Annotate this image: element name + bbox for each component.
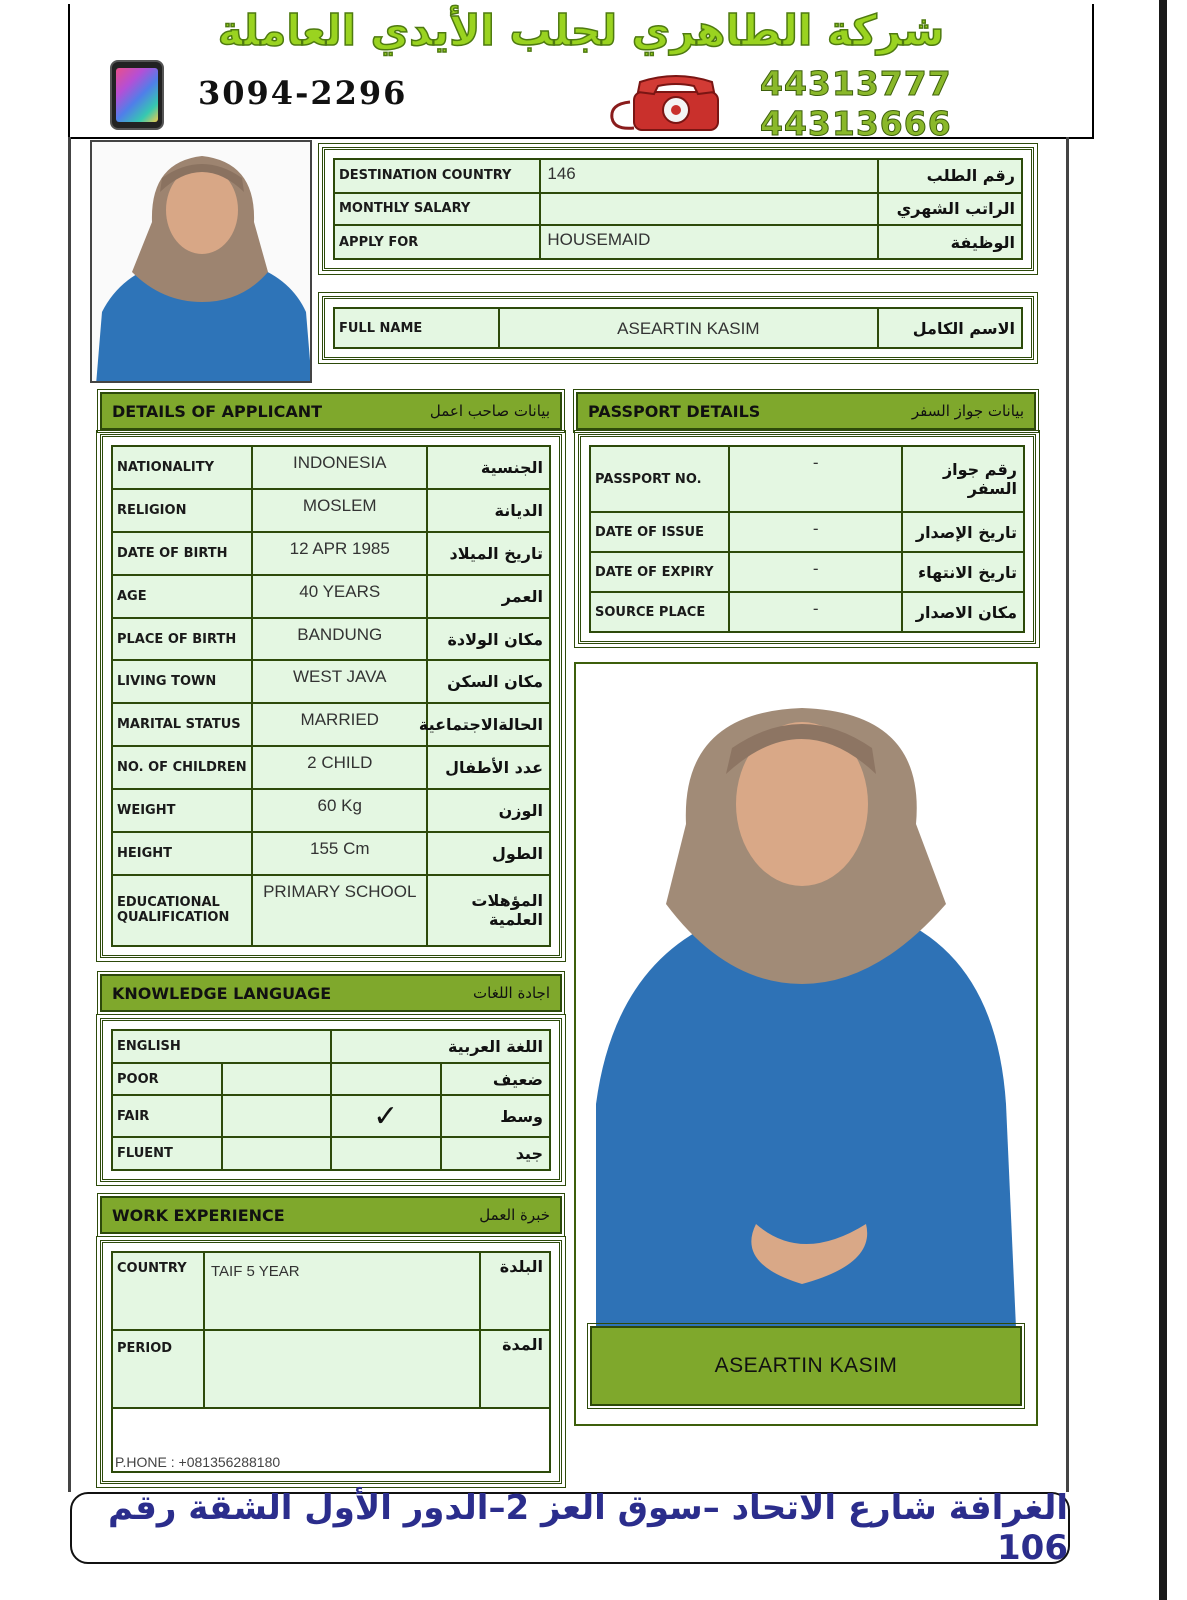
applicant-label: RELIGION <box>112 489 252 532</box>
fullname-value: ASEARTIN KASIM <box>499 308 877 348</box>
applicant-value: 60 Kg <box>252 789 427 832</box>
applicant-value: 12 APR 1985 <box>252 532 427 575</box>
applicant-photo-small <box>90 140 312 383</box>
applicant-row <box>112 532 550 575</box>
passport-label: DATE OF ISSUE <box>590 512 729 552</box>
passport-row <box>590 446 1024 512</box>
applicant-ar: مكان السكن <box>427 660 550 703</box>
passport-value: - <box>729 512 903 552</box>
language-english-mark <box>222 1095 332 1137</box>
applicant-row <box>112 832 550 875</box>
language-level-label: FLUENT <box>112 1137 222 1170</box>
applicant-ar: العمر <box>427 575 550 618</box>
applicant-value: PRIMARY SCHOOL <box>252 875 427 946</box>
applicant-ar: مكان الولادة <box>427 618 550 661</box>
work-heading-en: WORK EXPERIENCE <box>112 1205 285 1225</box>
language-english-mark <box>222 1137 332 1170</box>
language-level-row <box>112 1063 550 1096</box>
language-heading-en: KNOWLEDGE LANGUAGE <box>112 983 332 1003</box>
work-country-ar: البلدة <box>480 1252 550 1330</box>
apply-label: APPLY FOR <box>334 225 540 259</box>
applicant-label: WEIGHT <box>112 789 252 832</box>
applicant-ar: الديانة <box>427 489 550 532</box>
passport-table <box>578 434 1036 644</box>
salary-value <box>540 193 877 226</box>
applicant-ar: الوزن <box>427 789 550 832</box>
applicant-value: 2 CHILD <box>252 746 427 789</box>
landline-2: 44313666 <box>760 104 952 143</box>
applicant-table <box>100 434 562 958</box>
language-level-label: FAIR <box>112 1095 222 1137</box>
frame-right <box>1066 137 1069 1492</box>
work-heading <box>100 1196 562 1234</box>
salary-ar: الراتب الشهري <box>878 193 1023 226</box>
applicant-heading-ar: بيانات صاحب اعمل <box>429 402 550 420</box>
applicant-value: 155 Cm <box>252 832 427 875</box>
applicant-row <box>112 789 550 832</box>
passport-row <box>590 552 1024 592</box>
applicant-heading-en: DETAILS OF APPLICANT <box>112 401 323 421</box>
telephone-icon <box>600 74 732 134</box>
passport-label: DATE OF EXPIRY <box>590 552 729 592</box>
language-arabic-mark <box>331 1063 441 1096</box>
work-period-value <box>204 1330 480 1408</box>
salary-label: MONTHLY SALARY <box>334 193 540 226</box>
applicant-row <box>112 446 550 489</box>
passport-label: SOURCE PLACE <box>590 592 729 632</box>
fullname-table <box>322 296 1034 360</box>
applicant-label: NO. OF CHILDREN <box>112 746 252 789</box>
fullname-label: FULL NAME <box>334 308 499 348</box>
language-level-row <box>112 1095 550 1137</box>
passport-heading <box>576 392 1036 430</box>
passport-heading-ar: بيانات جواز السفر <box>911 402 1024 420</box>
applicant-photo-large <box>574 662 1038 1426</box>
language-arabic-mark <box>331 1137 441 1170</box>
passport-label: PASSPORT NO. <box>590 446 729 512</box>
applicant-heading <box>100 392 562 430</box>
landline-numbers <box>760 64 952 144</box>
applicant-value: BANDUNG <box>252 618 427 661</box>
applicant-label: DATE OF BIRTH <box>112 532 252 575</box>
applicant-row <box>112 703 550 746</box>
passport-value: - <box>729 446 903 512</box>
applicant-label: AGE <box>112 575 252 618</box>
applicant-label: MARITAL STATUS <box>112 703 252 746</box>
passport-ar: تاريخ الإصدار <box>902 512 1024 552</box>
apply-ar: الوظيفة <box>878 225 1023 259</box>
language-level-ar: وسط <box>441 1095 551 1137</box>
footer-address-box <box>70 1488 1070 1568</box>
work-period-label: PERIOD <box>112 1330 204 1408</box>
destination-ar: رقم الطلب <box>878 159 1023 193</box>
photo-caption <box>590 1326 1022 1406</box>
applicant-label: HEIGHT <box>112 832 252 875</box>
work-country-label: COUNTRY <box>112 1252 204 1330</box>
work-period-ar: المدة <box>480 1330 550 1408</box>
frame-left <box>68 137 71 1492</box>
request-table <box>322 147 1034 271</box>
applicant-row <box>112 618 550 661</box>
work-heading-ar: خبرة العمل <box>479 1206 550 1224</box>
applicant-row <box>112 575 550 618</box>
mobile-phone-icon <box>110 60 164 130</box>
applicant-ar: عدد الأطفال <box>427 746 550 789</box>
header <box>68 4 1094 143</box>
passport-value: - <box>729 592 903 632</box>
language-english-label: ENGLISH <box>112 1030 331 1063</box>
applicant-ar: الحالةالاجتماعية <box>427 703 550 746</box>
language-english-mark <box>222 1063 332 1096</box>
applicant-row <box>112 875 550 946</box>
applicant-row <box>112 660 550 703</box>
passport-ar: مكان الاصدار <box>902 592 1024 632</box>
applicant-row <box>112 489 550 532</box>
work-phone-cell <box>112 1408 550 1472</box>
passport-row <box>590 512 1024 552</box>
language-level-row <box>112 1137 550 1170</box>
applicant-value: INDONESIA <box>252 446 427 489</box>
destination-label: DESTINATION COUNTRY <box>334 159 540 193</box>
passport-ar: رقم جواز السفر <box>902 446 1024 512</box>
language-level-ar: جيد <box>441 1137 551 1170</box>
work-table <box>100 1240 562 1484</box>
applicant-label: NATIONALITY <box>112 446 252 489</box>
mobile-number: 3094-2296 <box>198 74 408 112</box>
language-level-ar: ضعيف <box>441 1063 551 1096</box>
page-edge <box>1149 0 1187 1600</box>
applicant-label: PLACE OF BIRTH <box>112 618 252 661</box>
work-country-value: TAIF 5 YEAR <box>204 1252 480 1330</box>
landline-1: 44313777 <box>760 64 952 103</box>
language-arabic-label: اللغة العربية <box>331 1030 550 1063</box>
company-name: شركة الطاهري لجلب الأيدي العاملة <box>217 6 945 55</box>
applicant-value: MARRIED <box>252 703 427 746</box>
applicant-ar: الجنسية <box>427 446 550 489</box>
applicant-value: 40 YEARS <box>252 575 427 618</box>
applicant-value: WEST JAVA <box>252 660 427 703</box>
passport-ar: تاريخ الانتهاء <box>902 552 1024 592</box>
language-heading <box>100 974 562 1012</box>
passport-value: - <box>729 552 903 592</box>
applicant-ar: المؤهلات العلمية <box>427 875 550 946</box>
language-arabic-mark: ✓ <box>331 1095 441 1137</box>
fullname-ar: الاسم الكامل <box>878 308 1022 348</box>
applicant-label: EDUCATIONAL QUALIFICATION <box>112 875 252 946</box>
applicant-value: MOSLEM <box>252 489 427 532</box>
language-level-label: POOR <box>112 1063 222 1096</box>
applicant-label: LIVING TOWN <box>112 660 252 703</box>
passport-row <box>590 592 1024 632</box>
language-heading-ar: اجادة اللغات <box>473 984 550 1002</box>
destination-value: 146 <box>540 159 877 193</box>
work-phone: P.HONE : +081356288180 <box>115 1454 281 1470</box>
photo-caption-text: ASEARTIN KASIM <box>714 1354 898 1377</box>
language-table <box>100 1018 562 1182</box>
footer-address: الغرافة شارع الاتحاد –سوق العز 2–الدور الأول الشقة رقم 106 <box>107 1488 1068 1568</box>
passport-heading-en: PASSPORT DETAILS <box>588 401 761 421</box>
apply-value: HOUSEMAID <box>540 225 877 259</box>
applicant-ar: الطول <box>427 832 550 875</box>
applicant-row <box>112 746 550 789</box>
applicant-ar: تاريخ الميلاد <box>427 532 550 575</box>
